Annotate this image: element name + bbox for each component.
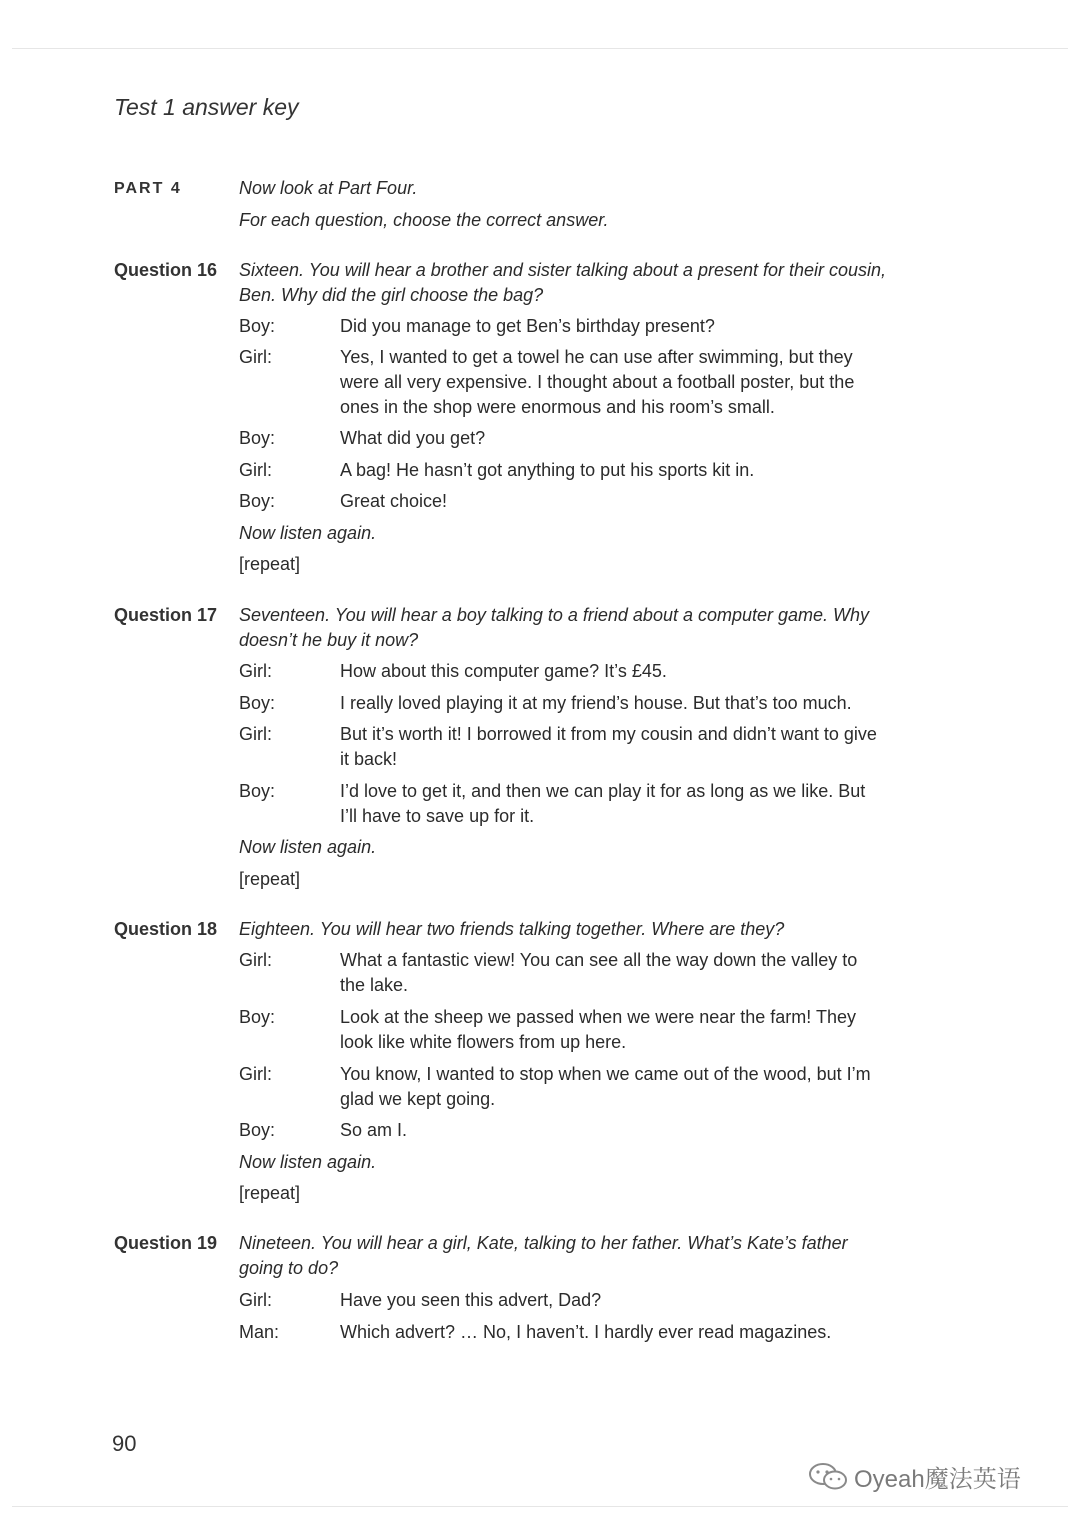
question-label: Question 18 [114,919,218,939]
speaker: Boy: [239,693,276,713]
speaker: Girl: [239,661,272,681]
question-label: Question 17 [114,605,218,625]
speaker: Girl: [239,1290,272,1310]
speaker: Boy: [239,781,276,801]
speaker: Girl: [239,1064,272,1084]
watermark [808,1459,1021,1494]
question-intro-line: doesn’t he buy it now? [239,630,419,650]
listen-again: Now listen again. [239,523,377,543]
utterance-line: So am I. [340,1120,408,1140]
speaker: Man: [239,1322,280,1342]
listen-again: Now listen again. [239,837,377,857]
top-rule [12,48,1068,49]
utterance-line: What did you get? [340,428,486,448]
question-intro-line: Nineteen. You will hear a girl, Kate, talking to her father. What’s Kate’s father [239,1233,848,1253]
question-label: Question 16 [114,260,218,280]
part-label: PART 4 [114,180,182,197]
part-line: For each question, choose the correct answer. [239,210,609,230]
repeat-note: [repeat] [239,1183,301,1203]
utterance-line: What a fantastic view! You can see all the way down the valley to [340,950,858,970]
utterance-line: I’ll have to save up for it. [340,806,535,826]
utterance-line: Look at the sheep we passed when we were near the farm! They [340,1007,856,1027]
utterance-line: A bag! He hasn’t got anything to put his sports kit in. [340,460,755,480]
utterance-line: were all very expensive. I thought about a football poster, but the [340,372,855,392]
utterance-line: I’d love to get it, and then we can play it for as long as we like. But [340,781,866,801]
utterance-line: But it’s worth it! I borrowed it from my cousin and didn’t want to give [340,724,877,744]
utterance-line: Which advert? … No, I haven’t. I hardly ever read magazines. [340,1322,832,1342]
chat-bubbles-icon [808,1461,848,1493]
utterance-line: look like white flowers from up here. [340,1032,627,1052]
speaker: Boy: [239,491,276,511]
utterance-line: How about this computer game? It’s £45. [340,661,667,681]
speaker: Boy: [239,428,276,448]
utterance-line: Did you manage to get Ben’s birthday present? [340,316,715,336]
utterance-line: ones in the shop were enormous and his room’s small. [340,397,775,417]
utterance-line: Have you seen this advert, Dad? [340,1290,602,1310]
utterance-line: Yes, I wanted to get a towel he can use after swimming, but they [340,347,853,367]
part-line: Now look at Part Four. [239,178,418,198]
listen-again: Now listen again. [239,1152,377,1172]
utterance-line: I really loved playing it at my friend’s house. But that’s too much. [340,693,852,713]
question-intro-line: Seventeen. You will hear a boy talking to a friend about a computer game. Why [239,605,870,625]
repeat-note: [repeat] [239,554,301,574]
page-title: Test 1 answer key [114,94,299,120]
speaker: Boy: [239,316,276,336]
page-number: 90 [112,1431,137,1456]
repeat-note: [repeat] [239,869,301,889]
speaker: Boy: [239,1120,276,1140]
speaker: Girl: [239,460,272,480]
question-intro-line: going to do? [239,1258,339,1278]
speaker: Girl: [239,347,272,367]
utterance-line: Great choice! [340,491,448,511]
utterance-line: the lake. [340,975,409,995]
utterance-line: glad we kept going. [340,1089,496,1109]
watermark-text: Oyeah魔法英语 [854,1466,1021,1493]
speaker: Boy: [239,1007,276,1027]
speaker: Girl: [239,950,272,970]
speaker: Girl: [239,724,272,744]
utterance-line: You know, I wanted to stop when we came out of the wood, but I’m [340,1064,871,1084]
bottom-rule [12,1506,1068,1507]
question-intro-line: Ben. Why did the girl choose the bag? [239,285,544,305]
question-intro-line: Sixteen. You will hear a brother and sister talking about a present for their cousin, [239,260,887,280]
question-label: Question 19 [114,1233,218,1253]
utterance-line: it back! [340,749,398,769]
question-intro-line: Eighteen. You will hear two friends talking together. Where are they? [239,919,785,939]
